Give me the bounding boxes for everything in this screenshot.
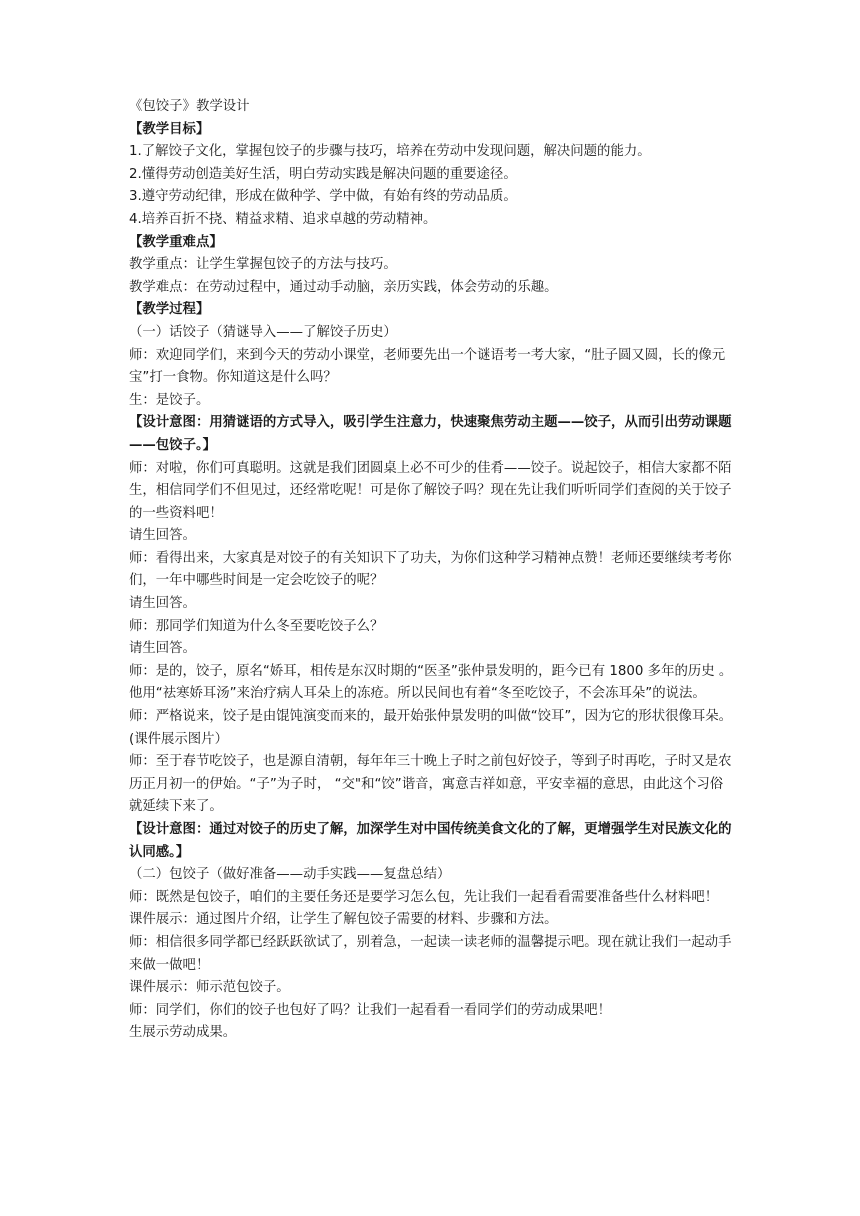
paragraph: 师：是的，饺子，原名“娇耳，相传是东汉时期的“医圣”张仲景发明的，距今已有 1800 多年的历史 。他用“祛寒娇耳汤”来治疗病人耳朵上的冻疮。所以民间也有着“冬至吃饺子，不会冻耳朵”的说法。 [129,663,733,702]
paragraph: 师：严格说来，饺子是由馄饨演变而来的，最开始张仲景发明的叫做“饺耳”，因为它的形状很像耳朵。(课件展示图片） [129,709,733,747]
paragraph: 3.遵守劳动纪律，形成在做种学、学中做，有始有终的劳动品质。 [129,189,517,205]
paragraph: 1.了解饺子文化，掌握包饺子的步骤与技巧，培养在劳动中发现问题，解决问题的能力。 [129,144,651,160]
paragraph: 4.培养百折不挠、精益求精、追求卓越的劳动精神。 [129,211,437,227]
section-heading: 【设计意图：通过对饺子的历史了解，加深学生对中国传统美食文化的了解，更增强学生对民族文化的认同感。】 [129,822,732,860]
paragraph: （二）包饺子（做好准备——动手实践——复盘总结） [129,867,451,883]
section-heading: 【教学过程】 [129,302,210,318]
paragraph: （一）话饺子（猜谜导入——了解饺子历史） [129,324,397,340]
document-title: 《包饺子》教学设计 [129,99,250,114]
paragraph: 课件展示：通过图片介绍，让学生了解包饺子需要的材料、步骤和方法。 [129,912,558,928]
paragraph: 师：相信很多同学都已经跃跃欲试了，别着急，一起读一读老师的温馨提示吧。现在就让我们一起动手来做一做吧！ [129,934,732,973]
section-heading: 【教学重难点】 [129,234,223,250]
paragraph: 师：既然是包饺子，咱们的主要任务还是要学习怎么包，先让我们一起看看需要准备些什么材料吧！ [129,889,719,905]
paragraph: 师：那同学们知道为什么冬至要吃饺子么？ [129,618,384,634]
paragraph: 请生回答。 [129,596,196,612]
paragraph: 师：至于春节吃饺子，也是源自清朝，每年年三十晚上子时之前包好饺子，等到子时再吃，子时又是农历正月初一的伊始。“子”为子时， “交"和“饺”谐音，寓意吉祥如意，平安幸福的意思，由此这个习俗就延续下来了。 [129,754,732,815]
paragraph: 生：是饺子。 [129,392,210,408]
paragraph: 教学重点：让学生掌握包饺子的方法与技巧。 [129,257,397,273]
paragraph: 课件展示：师示范包饺子。 [129,980,290,996]
paragraph: 生展示劳动成果。 [129,1025,237,1041]
paragraph: 请生回答。 [129,528,196,544]
paragraph: 教学难点：在劳动过程中，通过动手动脑，亲历实践，体会劳动的乐趣。 [129,279,558,295]
paragraph: 师：欢迎同学们，来到今天的劳动小课堂，老师要先出一个谜语考一考大家，“肚子圆又圆，长的像元宝”打一食物。你知道这是什么吗？ [129,347,726,386]
section-heading: 【教学目标】 [129,121,210,137]
paragraph: 请生回答。 [129,641,196,657]
paragraph: 师：同学们，你们的饺子也包好了吗？让我们一起看看一看同学们的劳动成果吧！ [129,1002,612,1018]
paragraph: 师：看得出来，大家真是对饺子的有关知识下了功夫，为你们这种学习精神点赞！老师还要继续考考你们，一年中哪些时间是一定会吃饺子的呢？ [129,550,732,589]
paragraph: 2.懂得劳动创造美好生活，明白劳动实践是解决问题的重要途径。 [129,166,517,182]
document-page [129,96,735,1045]
section-heading: 【设计意图：用猜谜语的方式导入，吸引学生注意力，快速聚焦劳动主题——饺子，从而引出劳动课题——包饺子。】 [129,415,732,453]
document-body [129,119,735,1045]
paragraph: 师：对啦，你们可真聪明。这就是我们团圆桌上必不可少的佳肴——饺子。说起饺子，相信大家都不陌生，相信同学们不但见过，还经常吃呢！可是你了解饺子吗？现在先让我们听听同学们查阅的关于饺子的一些资料吧！ [129,460,732,521]
